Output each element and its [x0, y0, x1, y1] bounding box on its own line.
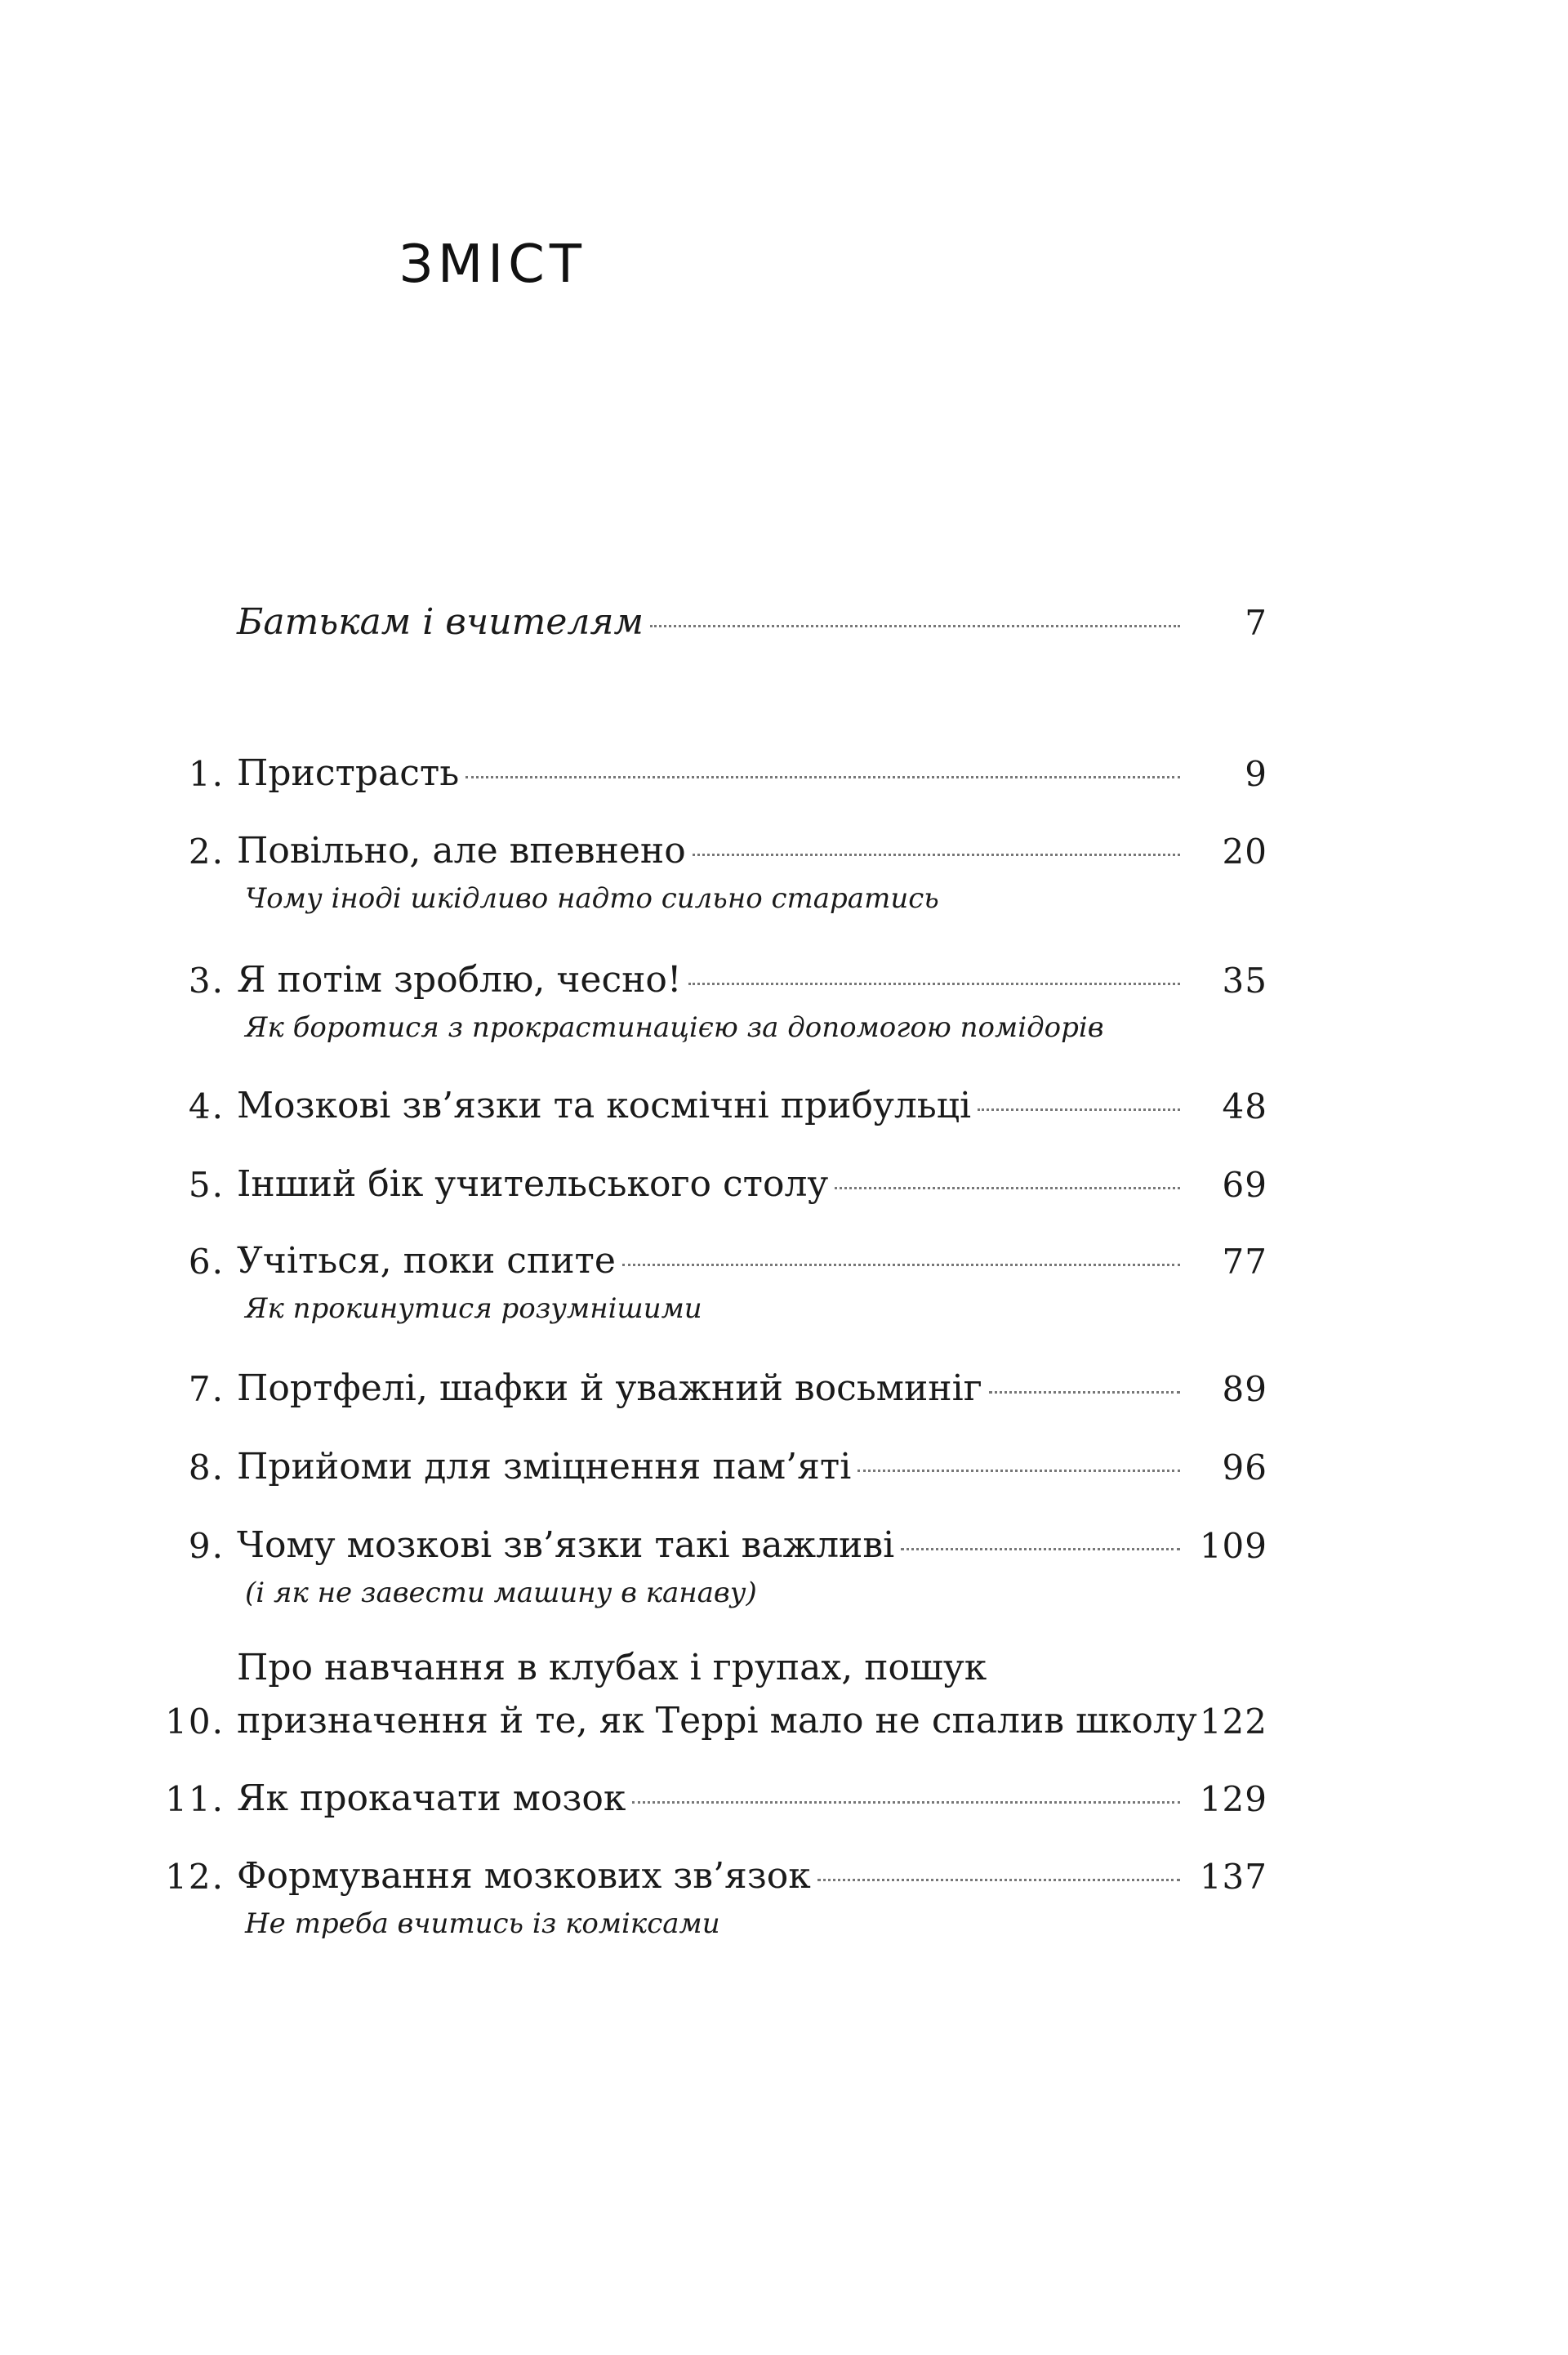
- toc-entry-label: Чому мозкові зв’язки такі важливі: [237, 1523, 895, 1566]
- toc-entry-chapter-2[interactable]: [0, 825, 1568, 915]
- toc-entry-label-first-line: Про навчання в клубах і групах, пошук: [237, 1647, 987, 1688]
- toc-chapter-number: 6.: [188, 1242, 225, 1282]
- toc-entry-subtitle: Не треба вчитись із коміксами: [245, 1907, 720, 1940]
- toc-entry-label: Я потім зроблю, чесно!: [237, 958, 682, 1001]
- toc-entry-label: Батькам і вчителям: [237, 600, 644, 643]
- toc-entry-subtitle: Як прокинутися розумнішими: [245, 1292, 702, 1325]
- toc-chapter-number: 5.: [188, 1165, 225, 1205]
- toc-chapter-number: 2.: [188, 832, 225, 872]
- dot-leader: [901, 1547, 1180, 1550]
- toc-entry-subtitle: Чому іноді шкідливо надто сильно старатись: [245, 882, 939, 915]
- toc-entry-chapter-8[interactable]: [0, 1441, 1568, 1490]
- dot-leader: [858, 1469, 1180, 1472]
- toc-chapter-number: 11.: [165, 1779, 225, 1819]
- toc-entry-intro[interactable]: [0, 596, 1568, 645]
- toc-entry-label: Мозкові зв’язки та космічні прибульці: [237, 1084, 972, 1126]
- toc-entry-label: Як прокачати мозок: [237, 1777, 626, 1819]
- toc-entry-chapter-5[interactable]: [0, 1158, 1568, 1207]
- dot-leader: [466, 775, 1180, 778]
- toc-chapter-number: 1.: [188, 754, 225, 794]
- page-title: ЗМІСТ: [399, 234, 586, 295]
- toc-entry-label: Пристрасть: [237, 752, 460, 794]
- dot-leader: [978, 1108, 1180, 1111]
- toc-page-number: 77: [1222, 1242, 1267, 1282]
- toc-entry-subtitle: (і як не завести машину в канаву): [245, 1577, 757, 1609]
- toc-entry-chapter-6[interactable]: [0, 1235, 1568, 1325]
- toc-entry-chapter-3[interactable]: [0, 954, 1568, 1044]
- toc-chapter-number: 10.: [165, 1702, 225, 1742]
- dot-leader: [835, 1186, 1180, 1189]
- toc-page-number: 109: [1199, 1526, 1267, 1566]
- toc-page-number: 69: [1222, 1165, 1267, 1205]
- toc-entry-chapter-1[interactable]: [0, 747, 1568, 796]
- toc-entry-chapter-7[interactable]: [0, 1363, 1568, 1412]
- toc-page-number: 20: [1222, 832, 1267, 872]
- toc-entry-chapter-11[interactable]: [0, 1773, 1568, 1822]
- toc-entry-label: Учіться, поки спите: [237, 1239, 616, 1282]
- toc-entry-label: Інший бік учительського столу: [237, 1162, 829, 1205]
- toc-entry-label: призначення й те, як Террі мало не спалив школу: [237, 1699, 1197, 1742]
- toc-entry-label: Прийоми для зміцнення пам’яті: [237, 1445, 852, 1487]
- dot-leader: [650, 624, 1180, 627]
- toc-chapter-number: 3.: [188, 961, 225, 1001]
- toc-chapter-number: 8.: [188, 1447, 225, 1487]
- toc-entry-subtitle: Як боротися з прокрастинацією за допомогою помідорів: [245, 1011, 1104, 1044]
- toc-page-number: 89: [1222, 1369, 1267, 1409]
- toc-entry-chapter-9[interactable]: [0, 1519, 1568, 1609]
- toc-page-number: 7: [1245, 603, 1267, 643]
- toc-chapter-number: 9.: [188, 1526, 225, 1566]
- dot-leader: [693, 853, 1180, 856]
- toc-page-number: 129: [1199, 1779, 1267, 1819]
- dot-leader: [817, 1878, 1180, 1881]
- toc-page-number: 122: [1199, 1702, 1267, 1742]
- toc-chapter-number: 7.: [188, 1369, 225, 1409]
- toc-entry-label: Портфелі, шафки й уважний восьминіг: [237, 1367, 982, 1409]
- toc-chapter-number: 4.: [188, 1086, 225, 1126]
- dot-leader: [632, 1800, 1180, 1804]
- toc-page-number: 35: [1222, 961, 1267, 1001]
- dot-leader: [989, 1390, 1180, 1394]
- dot-leader: [622, 1263, 1180, 1266]
- toc-page-number: 96: [1222, 1447, 1267, 1487]
- toc-chapter-number: 12.: [165, 1857, 225, 1897]
- toc-entry-chapter-4[interactable]: [0, 1080, 1568, 1129]
- dot-leader: [688, 982, 1180, 985]
- toc-entry-chapter-12[interactable]: [0, 1850, 1568, 1940]
- toc-page-number: 48: [1222, 1086, 1267, 1126]
- toc-page-number: 137: [1199, 1857, 1267, 1897]
- toc-entry-chapter-10[interactable]: [0, 1647, 1568, 1744]
- toc-entry-label: Повільно, але впевнено: [237, 829, 686, 872]
- toc-page-number: 9: [1245, 754, 1267, 794]
- toc-entry-label: Формування мозкових зв’язок: [237, 1854, 811, 1897]
